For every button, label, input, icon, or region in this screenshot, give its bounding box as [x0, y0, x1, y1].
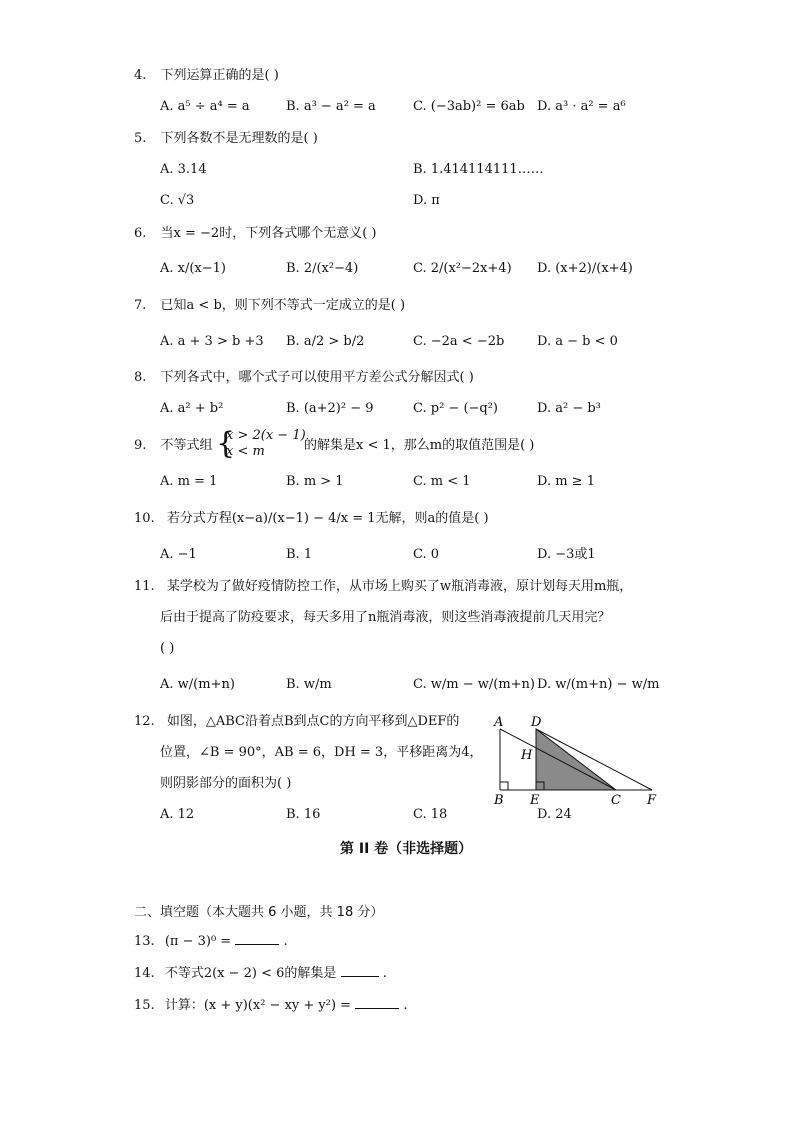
question-number: 8. [134, 370, 147, 385]
question-stem: 下列各式中，哪个式子可以使用平方差公式分解因式( ) [160, 370, 474, 385]
question-number: 14. [134, 966, 155, 981]
answer-blank[interactable] [355, 996, 399, 1009]
question-stem-line-2: 后由于提高了防疫要求，每天多用了n瓶消毒液，则这些消毒液提前几天用完？ [160, 610, 611, 625]
question-number: 11. [134, 579, 155, 594]
question-stem: 不等式2(x − 2) < 6的解集是 [164, 966, 337, 981]
option-b[interactable]: B. 1 [286, 547, 313, 562]
part-title: 第 II 卷（非选择题） [340, 841, 473, 857]
option-b[interactable]: B. a³ − a² = a [286, 99, 376, 114]
option-d[interactable]: D. −3或1 [537, 547, 596, 562]
label-b: B [494, 793, 504, 808]
question-8 [134, 370, 474, 386]
option-c[interactable]: C. 2/(x²−2x+4) [413, 261, 512, 276]
question-number: 6. [134, 226, 147, 241]
option-d[interactable]: D. (x+2)/(x+4) [537, 261, 633, 276]
section-header: 二、填空题（本大题共 6 小题，共 18 分） [134, 905, 384, 920]
option-d[interactable]: D. a² − b³ [537, 401, 601, 416]
question-number: 15. [134, 998, 155, 1013]
option-c[interactable]: C. w/m − w/(m+n) [413, 677, 535, 692]
question-stem-part: 不等式组 [160, 438, 213, 453]
question-number: 12. [134, 714, 155, 729]
system-line-2: x < m [226, 444, 265, 459]
option-c[interactable]: C. (−3ab)² = 6ab [413, 99, 525, 114]
option-c[interactable]: C. 0 [413, 547, 440, 562]
option-c[interactable]: C. m < 1 [413, 474, 471, 489]
brace-symbol: { [216, 426, 236, 461]
label-e: E [530, 793, 540, 808]
option-b[interactable]: B. w/m [286, 677, 332, 692]
option-b[interactable]: B. a/2 > b/2 [286, 334, 365, 349]
option-c[interactable]: C. p² − (−q²) [413, 401, 499, 416]
question-stem: 下列运算正确的是( ) [160, 68, 279, 83]
option-d[interactable]: D. 24 [537, 807, 572, 822]
question-stem-line-3: ( ) [160, 641, 175, 656]
question-6 [134, 226, 376, 242]
question-stem: 某学校为了做好疫情防控工作，从市场上购买了w瓶消毒液，原计划每天用m瓶， [166, 579, 633, 594]
answer-blank[interactable] [341, 964, 379, 977]
right-angle-b [500, 782, 508, 790]
option-c[interactable]: C. √3 [160, 193, 195, 208]
question-stem-line-2: 位置，∠B = 90°，AB = 6，DH = 3，平移距离为4， [160, 745, 483, 760]
option-a[interactable]: A. a⁵ ÷ a⁴ = a [160, 99, 250, 114]
option-a[interactable]: A. 3.14 [160, 162, 207, 177]
option-c[interactable]: C. −2a < −2b [413, 334, 505, 349]
option-b[interactable]: B. m > 1 [286, 474, 344, 489]
option-b[interactable]: B. 16 [286, 807, 321, 822]
translation-figure [486, 710, 666, 810]
question-stem-end: . [382, 966, 387, 981]
option-d[interactable]: D. a − b < 0 [537, 334, 618, 349]
question-number: 7. [134, 298, 147, 313]
label-d: D [531, 715, 542, 730]
question-14 [134, 964, 387, 982]
label-f: F [647, 793, 657, 808]
option-c[interactable]: C. 18 [413, 807, 448, 822]
question-number: 13. [134, 934, 155, 949]
option-a[interactable]: A. x/(x−1) [160, 261, 227, 276]
question-stem: 下列各数不是无理数的是( ) [160, 131, 318, 146]
option-a[interactable]: A. 12 [160, 807, 195, 822]
shaded-region [536, 729, 616, 790]
question-4 [134, 68, 279, 84]
question-number: 10. [134, 511, 155, 526]
question-stem: 已知a < b，则下列不等式一定成立的是( ) [160, 298, 406, 313]
question-stem: 当x = −2时，下列各式哪个无意义( ) [160, 226, 377, 241]
question-7 [134, 298, 405, 314]
answer-blank[interactable] [235, 932, 279, 945]
option-a[interactable]: A. a + 3 > b +3 [160, 334, 264, 349]
option-d[interactable]: D. π [413, 193, 440, 208]
question-number: 4. [134, 68, 147, 83]
option-b[interactable]: B. 1.414114111…… [413, 162, 544, 177]
question-11 [134, 579, 632, 595]
question-stem-line-3: 则阴影部分的面积为( ) [160, 776, 292, 791]
question-15 [134, 996, 407, 1014]
label-h: H [521, 748, 533, 763]
question-10 [134, 511, 489, 527]
label-a: A [494, 715, 504, 730]
question-stem: 计算：(x + y)(x² − xy + y²) = [164, 998, 356, 1013]
option-b[interactable]: B. 2/(x²−4) [286, 261, 359, 276]
option-d[interactable]: D. w/(m+n) − w/m [537, 677, 660, 692]
question-number: 9. [134, 438, 147, 453]
system-line-1: x > 2(x − 1) [226, 428, 306, 443]
question-stem-end: . [283, 934, 288, 949]
option-d[interactable]: D. m ≥ 1 [537, 474, 595, 489]
question-stem: (π − 3)⁰ = [164, 934, 236, 949]
question-9 [134, 438, 213, 454]
option-a[interactable]: A. −1 [160, 547, 197, 562]
option-a[interactable]: A. m = 1 [160, 474, 218, 489]
question-number: 5. [134, 131, 147, 146]
question-stem: 若分式方程(x−a)/(x−1) − 4/x = 1无解，则a的值是( ) [166, 511, 489, 526]
option-a[interactable]: A. w/(m+n) [160, 677, 235, 692]
question-stem-end: . [403, 998, 408, 1013]
question-13 [134, 932, 288, 950]
question-stem: 如图，△ABC沿着点B到点C的方向平移到△DEF的 [166, 714, 460, 729]
option-d[interactable]: D. a³ · a² = a⁶ [537, 99, 626, 114]
label-c: C [611, 793, 621, 808]
option-a[interactable]: A. a² + b² [160, 401, 224, 416]
option-b[interactable]: B. (a+2)² − 9 [286, 401, 374, 416]
question-5 [134, 131, 318, 147]
question-stem-part: 的解集是x < 1，那么m的取值范围是( ) [304, 438, 535, 453]
question-12 [134, 714, 459, 730]
